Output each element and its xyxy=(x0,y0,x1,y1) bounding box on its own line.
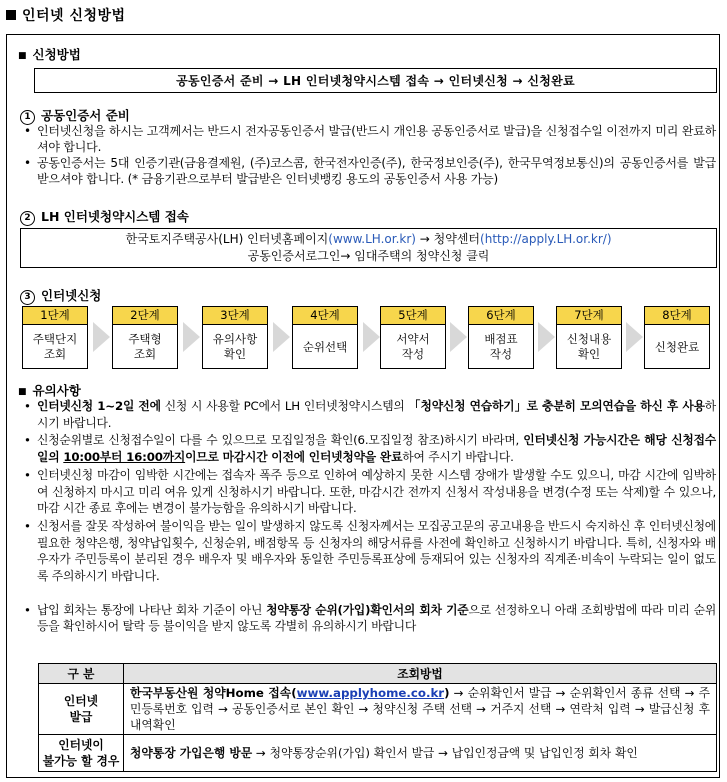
arrow-right-icon xyxy=(273,322,290,352)
lh-access-line2: 공동인증서로그인→ 임대주택의 청약신청 클릭 xyxy=(247,249,490,263)
list-item: • 신청서를 잘못 작성하여 불이익을 받는 일이 발생하지 않도록 신청자께서는 모집공고문의 공고내용을 반드시 숙지하신 후 인터넷신청에 필요한 청약은행, 청약납입횟수, 신청순위, 배점항목 등 신청자의 해당서류를 사전에 확인하고 신청하시기 바랍니다. 특히, 신청자와 배우자가 주민등록이 분리된 경우 배우자 및 배우자와 동일한 주민등록표상에 등재되어 있는 신청자의 직계존·비속이 누락되는 일이 없도록 주의하시기 바랍니다. xyxy=(24,518,716,585)
step-4: 4단계 순위선택 xyxy=(292,306,358,369)
square-bullet-icon: ■ xyxy=(18,51,27,61)
notes-list xyxy=(24,398,716,635)
apply-heading: 3 인터넷신청 xyxy=(20,286,101,305)
circled-number-icon: 1 xyxy=(20,110,35,125)
table-header: 구 분 xyxy=(39,664,124,684)
table-header: 조회방법 xyxy=(124,664,717,684)
table-key-cell: 인터넷이 불가능 할 경우 xyxy=(39,735,124,772)
page-title xyxy=(6,5,126,25)
square-bullet-icon: ■ xyxy=(18,387,27,397)
step-5: 5단계 서약서 작성 xyxy=(380,306,446,369)
table-row xyxy=(39,735,717,772)
list-item: • 인터넷신청 마감이 임박한 시간에는 접속자 폭주 등으로 인하여 예상하지 못한 시스템 장애가 발생할 수도 있으니, 마감 시간에 임박하여 신청하지 마시고 미리 여유 있게 신청하시기 바랍니다. 또한, 마감시간 전까지 신청서 작성내용을 변경(수정 또는 삭제)할 수 있으나, 마감 시간 종료 후에는 변경이 불가능함을 유의하시기 바랍니다. xyxy=(24,467,716,517)
method-heading: ■ 신청방법 xyxy=(18,47,81,62)
table-value-cell: 청약통장 가입은행 방문 → 청약통장순위(가입) 확인서 발급 → 납입인정금액 및 납입인정 회차 확인 xyxy=(124,735,717,772)
step-2: 2단계 주택형 조회 xyxy=(112,306,178,369)
step-8: 8단계 신청완료 xyxy=(644,306,710,369)
notes-heading: ■ 유의사항 xyxy=(18,383,81,398)
arrow-right-icon xyxy=(626,322,643,352)
step-1: 1단계 주택단지 조회 xyxy=(22,306,88,369)
arrow-right-icon xyxy=(183,322,200,352)
list-item: • 인터넷신청을 하시는 고객께서는 반드시 전자공동인증서 발급(반드시 개인용 공동인증서로 발급)을 신청접수일 이전까지 미리 완료하셔야 합니다. xyxy=(24,123,716,155)
step-6: 6단계 배점표 작성 xyxy=(468,306,534,369)
applyhome-link[interactable]: www.applyhome.co.kr xyxy=(296,686,445,700)
apply-steps xyxy=(22,306,717,370)
list-item: • 납입 회차는 통장에 나타난 회차 기준이 아닌 청약통장 순위(가입)확인서의 회차 기준으로 선정하오니 아래 조회방법에 따라 미리 순위 등을 확인하시어 탈락 등 불이익을 받지 않도록 각별히 유의하시기 바랍니다 xyxy=(24,602,716,635)
circled-number-icon: 2 xyxy=(20,211,35,226)
list-item: • 인터넷신청 1~2일 전에 신청 시 사용할 PC에서 LH 인터넷청약시스템의 「청약신청 연습하기」로 충분히 모의연습을 하신 후 사용하시기 바랍니다. xyxy=(24,398,716,431)
lh-access-box xyxy=(20,228,717,268)
arrow-right-icon xyxy=(93,322,110,352)
apply-center-link[interactable]: (http://apply.LH.or.kr/) xyxy=(480,232,612,246)
table-value-cell: 한국부동산원 청약Home 접속(www.applyhome.co.kr) → 순위확인서 발급 → 순위확인서 종류 선택 → 주민등록번호 입력 → 공동인증서로 본인 확인 → 청약신청 주택 선택 → 거주지 선택 → 연락처 입력 → 발급신청 후 내역확인 xyxy=(124,684,717,735)
cert-list xyxy=(24,123,716,187)
arrow-right-icon xyxy=(538,322,555,352)
arrow-right-icon xyxy=(363,322,380,352)
lh-heading: 2 LH 인터넷청약시스템 접속 xyxy=(20,207,189,226)
list-item: • 신청순위별로 신청접수일이 다를 수 있으므로 모집일정을 확인(6.모집일정 참조)하시기 바라며, 인터넷신청 가능시간은 해당 신청접수일의 10:00부터 16:00까지이므로 마감시간 이전에 인터넷청약을 완료하여 주시기 바랍니다. xyxy=(24,432,716,465)
inquiry-table xyxy=(38,663,717,772)
list-item: • 공동인증서는 5대 인증기관(금융결제원, (주)코스콤, 한국전자인증(주), 한국정보인증(주), 한국무역정보통신)의 공동인증서를 발급받으셔야 합니다. (* 금융기관으로부터 발급받은 인터넷뱅킹 용도의 공동인증서 사용 가능) xyxy=(24,155,716,187)
circled-number-icon: 3 xyxy=(20,290,35,305)
arrow-right-icon xyxy=(450,322,467,352)
lh-homepage-link[interactable]: (www.LH.or.kr) xyxy=(328,232,416,246)
page-title-text: 인터넷 신청방법 xyxy=(22,8,126,24)
step-7: 7단계 신청내용 확인 xyxy=(556,306,622,369)
method-flow-box: 공동인증서 준비 → LH 인터넷청약시스템 접속 → 인터넷신청 → 신청완료 xyxy=(34,68,717,93)
cert-heading: 1 공동인증서 준비 xyxy=(20,106,130,125)
lh-access-line1: 한국토지주택공사(LH) 인터넷홈페이지(www.LH.or.kr) → 청약센터(http://apply.LH.or.kr/) xyxy=(125,232,612,246)
step-3: 3단계 유의사항 확인 xyxy=(202,306,268,369)
table-key-cell: 인터넷 발급 xyxy=(39,684,124,735)
square-bullet-icon xyxy=(6,10,16,20)
table-row xyxy=(39,684,717,735)
